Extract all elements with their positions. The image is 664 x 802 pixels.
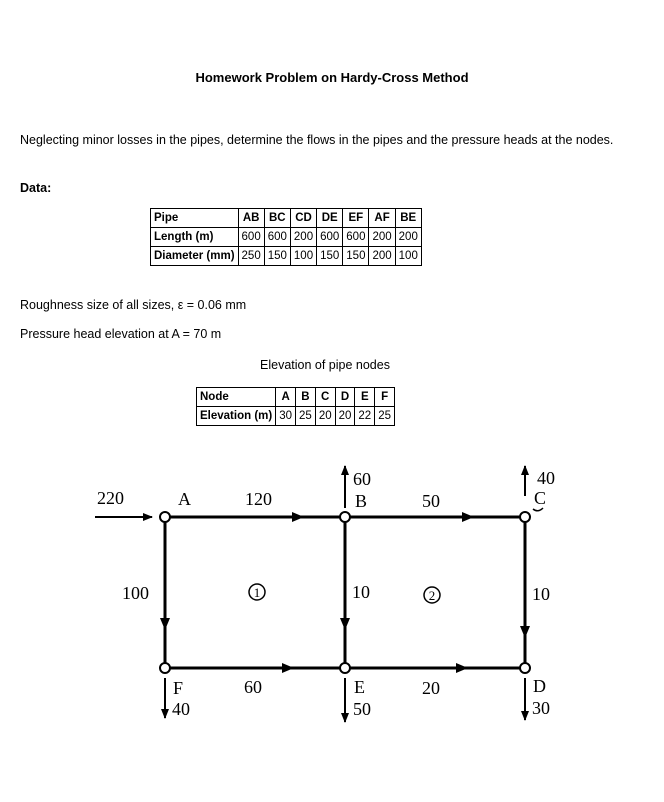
pressure-text: Pressure head elevation at A = 70 m bbox=[20, 327, 222, 341]
node-a bbox=[160, 512, 170, 522]
pipe-header: Pipe bbox=[151, 209, 239, 228]
arrow-bc bbox=[462, 512, 474, 522]
elevation-cell: 25 bbox=[375, 407, 395, 426]
outflow-c-value: 40 bbox=[537, 468, 555, 488]
node-d bbox=[520, 663, 530, 673]
pipe-cell: EF bbox=[343, 209, 369, 228]
arrow-be bbox=[340, 618, 350, 630]
elevation-cell: 20 bbox=[315, 407, 335, 426]
roughness-text: Roughness size of all sizes, ε = 0.06 mm bbox=[20, 298, 247, 312]
elevation-cell: 25 bbox=[296, 407, 316, 426]
flow-bc-value: 50 bbox=[422, 491, 440, 511]
pipe-network-diagram bbox=[0, 440, 664, 740]
diameter-cell: 100 bbox=[290, 247, 316, 266]
node-cell: F bbox=[375, 388, 395, 407]
length-cell: 600 bbox=[264, 228, 290, 247]
node-cell: C bbox=[315, 388, 335, 407]
elevation-caption: Elevation of pipe nodes bbox=[260, 358, 390, 372]
node-cell: D bbox=[335, 388, 355, 407]
pipe-cell: AF bbox=[369, 209, 395, 228]
length-cell: 200 bbox=[369, 228, 395, 247]
pipe-table bbox=[150, 208, 422, 266]
node-f bbox=[160, 663, 170, 673]
diameter-cell: 150 bbox=[264, 247, 290, 266]
arrow-ab bbox=[292, 512, 304, 522]
length-cell: 600 bbox=[317, 228, 343, 247]
arrow-cd bbox=[520, 626, 530, 638]
diameter-header: Diameter (mm) bbox=[151, 247, 239, 266]
pipe-row bbox=[151, 209, 422, 228]
elevation-row bbox=[197, 407, 395, 426]
node-c-label: C bbox=[534, 488, 547, 508]
outflow-f-value: 40 bbox=[172, 699, 190, 719]
node-e bbox=[340, 663, 350, 673]
diameter-cell: 250 bbox=[238, 247, 264, 266]
arrow-af bbox=[160, 618, 170, 630]
length-cell: 600 bbox=[238, 228, 264, 247]
diameter-cell: 200 bbox=[369, 247, 395, 266]
flow-be-value: 10 bbox=[352, 582, 370, 602]
elevation-cell: 22 bbox=[355, 407, 375, 426]
loop-2-label: 2 bbox=[428, 588, 436, 603]
elevation-cell: 20 bbox=[335, 407, 355, 426]
node-cell: E bbox=[355, 388, 375, 407]
inflow-a-value: 220 bbox=[97, 488, 124, 508]
outflow-d-value: 30 bbox=[532, 698, 550, 718]
node-b bbox=[340, 512, 350, 522]
problem-description: Neglecting minor losses in the pipes, determine the flows in the pipes and the pressure heads at the nodes. bbox=[20, 133, 614, 147]
page-title: Homework Problem on Hardy-Cross Method bbox=[195, 70, 469, 85]
flow-ed-value: 20 bbox=[422, 678, 440, 698]
node-f-label: F bbox=[173, 678, 184, 698]
flow-ab-value: 120 bbox=[245, 489, 272, 509]
node-cell: A bbox=[276, 388, 296, 407]
flow-af-value: 100 bbox=[122, 583, 149, 603]
loop-1-label: 1 bbox=[253, 585, 261, 600]
pipe-cell: CD bbox=[290, 209, 316, 228]
data-heading: Data: bbox=[20, 181, 52, 195]
arrow-ed bbox=[456, 663, 468, 673]
pipe-cell: BC bbox=[264, 209, 290, 228]
length-cell: 200 bbox=[290, 228, 316, 247]
diameter-cell: 150 bbox=[343, 247, 369, 266]
length-cell: 200 bbox=[395, 228, 421, 247]
diameter-cell: 100 bbox=[395, 247, 421, 266]
node-d-label: D bbox=[533, 676, 546, 696]
flow-fe-value: 60 bbox=[244, 677, 262, 697]
pipe-cell: AB bbox=[238, 209, 264, 228]
diameter-cell: 150 bbox=[317, 247, 343, 266]
outflow-e-value: 50 bbox=[353, 699, 371, 719]
node-b-label: B bbox=[355, 491, 368, 511]
node-a-label: A bbox=[178, 489, 191, 509]
pipe-cell: BE bbox=[395, 209, 421, 228]
node-header: Node bbox=[197, 388, 276, 407]
node-e-label: E bbox=[354, 677, 365, 697]
elevation-header: Elevation (m) bbox=[197, 407, 276, 426]
diameter-row bbox=[151, 247, 422, 266]
outflow-b-value: 60 bbox=[353, 469, 371, 489]
length-header: Length (m) bbox=[151, 228, 239, 247]
elevation-cell: 30 bbox=[276, 407, 296, 426]
node-c-mark bbox=[533, 508, 543, 511]
arrow-fe bbox=[282, 663, 294, 673]
node-c bbox=[520, 512, 530, 522]
node-cell: B bbox=[296, 388, 316, 407]
node-row bbox=[197, 388, 395, 407]
length-cell: 600 bbox=[343, 228, 369, 247]
node-elevation-table bbox=[196, 387, 395, 426]
flow-cd-value: 10 bbox=[532, 584, 550, 604]
pipe-cell: DE bbox=[317, 209, 343, 228]
length-row bbox=[151, 228, 422, 247]
